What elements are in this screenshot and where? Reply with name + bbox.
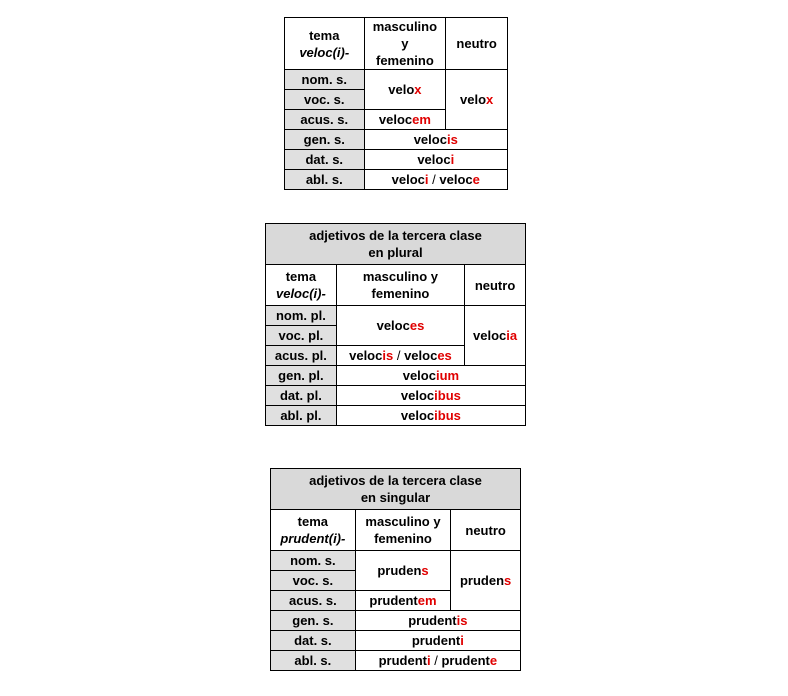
case-nom: nom. pl. <box>266 306 337 326</box>
header-masc-fem <box>355 510 451 551</box>
declension-table-prudent-singular <box>270 468 521 671</box>
table-caption <box>271 469 521 510</box>
case-acus: acus. pl. <box>266 346 337 366</box>
case-nom: nom. s. <box>285 70 365 90</box>
masc-fem-line2: femenino <box>374 531 432 546</box>
form-n-nomvocacus: velocia <box>465 306 526 366</box>
masc-fem-line2: femenino <box>376 53 434 68</box>
masc-fem-line2: femenino <box>371 286 430 301</box>
case-dat: dat. pl. <box>266 386 337 406</box>
case-gen: gen. s. <box>285 130 365 150</box>
case-abl: abl. s. <box>271 651 356 671</box>
header-tema <box>285 18 365 70</box>
header-tema <box>271 510 356 551</box>
case-gen: gen. s. <box>271 611 356 631</box>
header-neutro: neutro <box>451 510 521 551</box>
header-masc-fem <box>336 265 464 306</box>
case-abl: abl. s. <box>285 170 365 190</box>
case-nom: nom. s. <box>271 551 356 571</box>
case-acus: acus. s. <box>271 591 356 611</box>
table-caption <box>266 224 526 265</box>
header-tema <box>266 265 337 306</box>
header-masc-fem <box>364 18 446 70</box>
form-acus: velocis / veloces <box>336 346 464 366</box>
case-dat: dat. s. <box>285 150 365 170</box>
case-voc: voc. pl. <box>266 326 337 346</box>
form-dat: veloci <box>364 150 507 170</box>
case-acus: acus. s. <box>285 110 365 130</box>
tema-label: tema <box>297 514 329 529</box>
caption-line1: adjetivos de la tercera clase <box>309 473 482 488</box>
form-n-nomvocacus: prudens <box>451 551 521 611</box>
form-acus: prudentem <box>355 591 451 611</box>
form-n-nomvocacus: velox <box>446 70 508 130</box>
tema-label: tema <box>309 27 340 43</box>
form-abl: veloci / veloce <box>364 170 507 190</box>
form-mf-nomvoc: velox <box>364 70 446 110</box>
form-mf-nomvoc: veloces <box>336 306 464 346</box>
form-mf-nomvoc: prudens <box>355 551 451 591</box>
stem-label: veloc(i)- <box>275 286 326 301</box>
caption-line2: en singular <box>360 490 431 505</box>
declension-table-veloc-singular <box>284 17 508 190</box>
header-neutro: neutro <box>446 18 508 70</box>
form-dat: prudenti <box>355 631 520 651</box>
caption-line1: adjetivos de la tercera clase <box>309 228 482 243</box>
case-abl: abl. pl. <box>266 406 337 426</box>
form-acus: velocem <box>364 110 446 130</box>
case-gen: gen. pl. <box>266 366 337 386</box>
masc-fem-line1: masculino y <box>365 514 441 529</box>
case-voc: voc. s. <box>271 571 356 591</box>
form-gen: velocium <box>336 366 525 386</box>
declension-table-veloc-plural <box>265 223 526 426</box>
stem-label: veloc(i)- <box>299 44 350 60</box>
caption-line2: en plural <box>368 245 423 260</box>
masc-fem-line1: masculino y <box>372 19 438 51</box>
form-dat: velocibus <box>336 386 525 406</box>
form-abl: prudenti / prudente <box>355 651 520 671</box>
form-abl: velocibus <box>336 406 525 426</box>
case-voc: voc. s. <box>285 90 365 110</box>
tema-label: tema <box>285 269 317 284</box>
form-gen: velocis <box>364 130 507 150</box>
header-neutro: neutro <box>465 265 526 306</box>
case-dat: dat. s. <box>271 631 356 651</box>
form-gen: prudentis <box>355 611 520 631</box>
masc-fem-line1: masculino y <box>362 269 439 284</box>
stem-label: prudent(i)- <box>280 531 346 546</box>
